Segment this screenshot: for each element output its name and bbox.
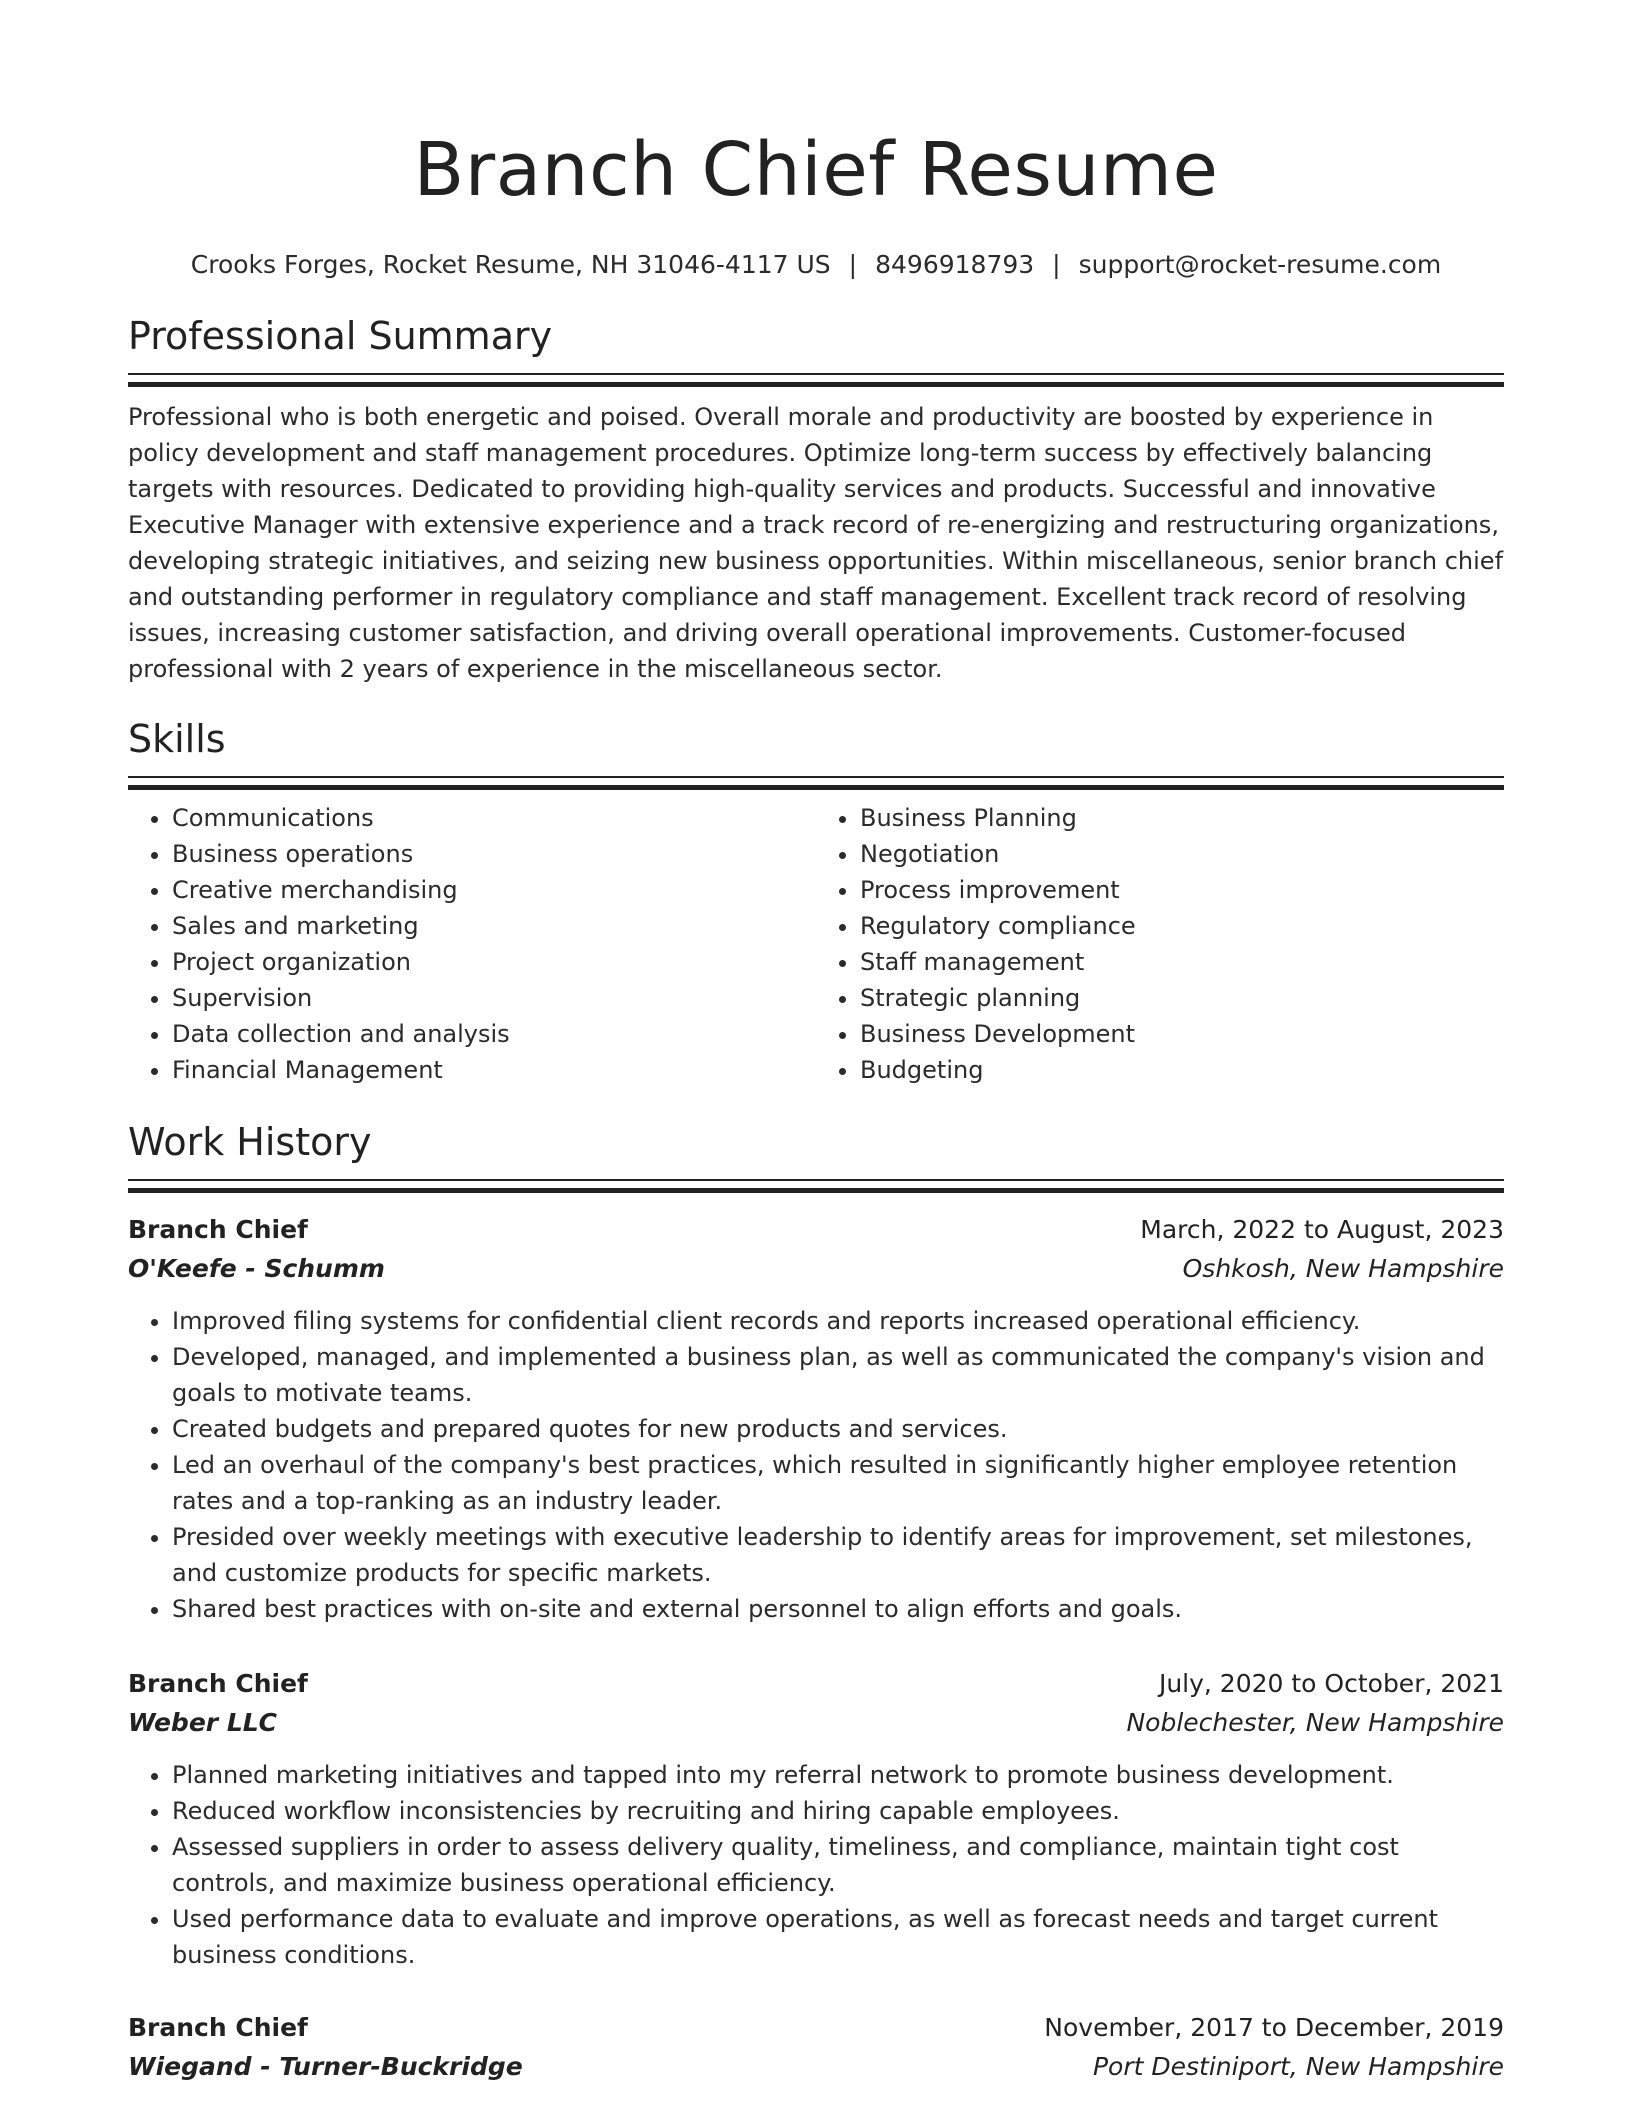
job-bullet: • Shared best practices with on-site and external personnel to align efforts and goals. (172, 1591, 1504, 1627)
job-location: Noblechester, New Hampshire (1126, 1708, 1504, 1737)
job-location: Port Destiniport, New Hampshire (1092, 2052, 1504, 2081)
skill-item: • Sales and marketing (172, 908, 816, 944)
skills-right-list (816, 800, 1504, 1088)
skill-item: • Data collection and analysis (172, 1016, 816, 1052)
job-header (128, 1665, 1504, 1703)
skill-item: • Negotiation (860, 836, 1504, 872)
skill-item: • Financial Management (172, 1052, 816, 1088)
job-bullets (128, 1303, 1504, 1627)
summary-section (128, 312, 1504, 687)
skill-item: • Communications (172, 800, 816, 836)
skill-item: • Project organization (172, 944, 816, 980)
contact-line (128, 248, 1504, 282)
contact-separator: | (848, 250, 858, 279)
contact-email[interactable]: support@rocket-resume.com (1078, 250, 1442, 279)
job-bullets (128, 1757, 1504, 1973)
job-company: O'Keefe - Schumm (128, 1254, 385, 1283)
section-divider (128, 373, 1504, 387)
job-entry (128, 1211, 1504, 1627)
skill-item: • Staff management (860, 944, 1504, 980)
job-dates: November, 2017 to December, 2019 (1044, 2013, 1504, 2042)
job-entry (128, 2009, 1504, 2087)
job-location: Oshkosh, New Hampshire (1182, 1254, 1504, 1283)
section-divider (128, 776, 1504, 790)
resume-title: Branch Chief Resume (413, 127, 1219, 213)
contact-address: Crooks Forges, Rocket Resume, NH 31046-4117 US (190, 250, 831, 279)
job-title: Branch Chief (128, 1215, 308, 1244)
skill-item: • Business Planning (860, 800, 1504, 836)
job-dates: July, 2020 to October, 2021 (1158, 1669, 1504, 1698)
job-company: Weber LLC (128, 1708, 278, 1737)
skills-section (128, 715, 1504, 1088)
skill-item: • Creative merchandising (172, 872, 816, 908)
job-bullet: • Improved filing systems for confidential client records and reports increased operational efficiency. (172, 1303, 1504, 1339)
job-header (128, 1211, 1504, 1249)
job-bullet: • Assessed suppliers in order to assess delivery quality, timeliness, and compliance, maintain tight cost controls, and maximize business operational efficiency. (172, 1829, 1504, 1901)
skill-item: • Business operations (172, 836, 816, 872)
work-history-section (128, 1118, 1504, 2087)
job-subheader (128, 1703, 1504, 1743)
job-entry (128, 1665, 1504, 1973)
skill-item: • Budgeting (860, 1052, 1504, 1088)
job-dates: March, 2022 to August, 2023 (1140, 1215, 1504, 1244)
job-bullet: • Led an overhaul of the company's best practices, which resulted in significantly higher employee retention rates and a top-ranking as an industry leader. (172, 1447, 1504, 1519)
skill-item: • Business Development (860, 1016, 1504, 1052)
skill-item: • Process improvement (860, 872, 1504, 908)
job-company: Wiegand - Turner-Buckridge (128, 2052, 523, 2081)
summary-text: Professional who is both energetic and poised. Overall morale and productivity are boosted by experience in policy development and staff management procedures. Optimize long-term success by effectively balancing targets with resources. Dedicated to providing high-quality services and products. Successful and innovative Executive Manager with extensive experience and a track record of re-energizing and restructuring organizations, developing strategic initiatives, and seizing new business opportunities. Within miscellaneous, senior branch chief and outstanding performer in regulatory compliance and staff management. Excellent track record of resolving issues, increasing customer satisfaction, and driving overall operational improvements. Customer-focused professional with 2 years of experience in the miscellaneous sector. (128, 403, 1504, 683)
job-bullet: • Used performance data to evaluate and improve operations, as well as forecast needs and target current business conditions. (172, 1901, 1504, 1973)
skills-left-list (128, 800, 816, 1088)
skill-item: • Supervision (172, 980, 816, 1016)
job-bullet: • Reduced workflow inconsistencies by recruiting and hiring capable employees. (172, 1793, 1504, 1829)
job-subheader (128, 1249, 1504, 1289)
job-title: Branch Chief (128, 1669, 308, 1698)
job-bullet: • Created budgets and prepared quotes for new products and services. (172, 1411, 1504, 1447)
job-subheader (128, 2047, 1504, 2087)
section-divider (128, 1179, 1504, 1193)
summary-heading: Professional Summary (128, 314, 553, 358)
job-bullet: • Presided over weekly meetings with executive leadership to identify areas for improvement, set milestones, and customize products for specific markets. (172, 1519, 1504, 1591)
skills-heading: Skills (128, 717, 226, 761)
skill-item: • Regulatory compliance (860, 908, 1504, 944)
job-header (128, 2009, 1504, 2047)
contact-separator: | (1052, 250, 1061, 279)
skills-columns (128, 800, 1504, 1088)
job-title: Branch Chief (128, 2013, 308, 2042)
work-history-heading: Work History (128, 1120, 372, 1164)
skill-item: • Strategic planning (860, 980, 1504, 1016)
job-bullet: • Planned marketing initiatives and tapped into my referral network to promote business development. (172, 1757, 1504, 1793)
contact-phone: 8496918793 (875, 250, 1035, 279)
job-bullet: • Developed, managed, and implemented a business plan, as well as communicated the company's vision and goals to motivate teams. (172, 1339, 1504, 1411)
